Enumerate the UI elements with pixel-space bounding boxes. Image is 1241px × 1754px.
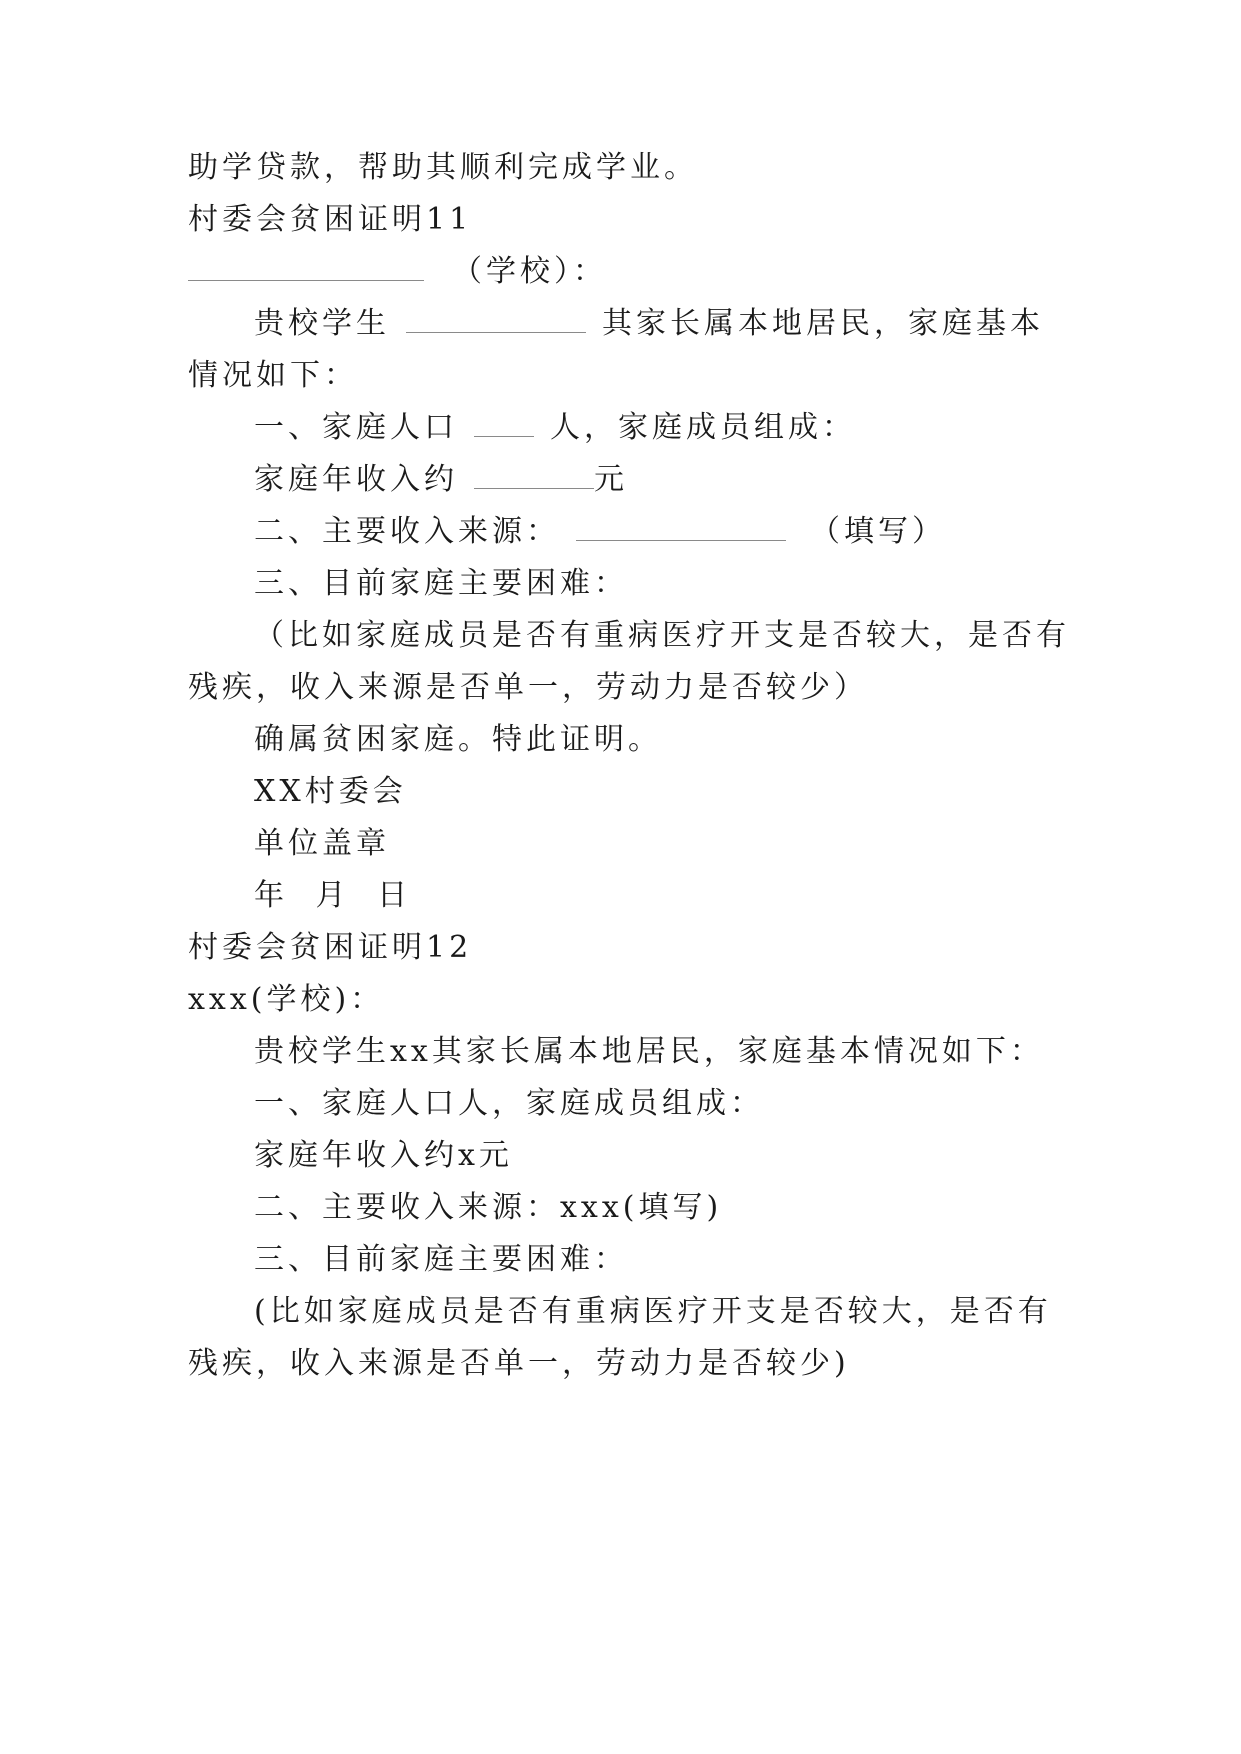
paragraph-line: 情况如下： — [188, 358, 358, 393]
student-name-blank — [406, 304, 586, 333]
income-suffix: 元 — [594, 462, 628, 497]
household-size-prefix: 一、家庭人口 — [254, 410, 458, 445]
school-address-line — [188, 252, 1068, 292]
paragraph-line: 家庭年收入约x元 — [254, 1138, 513, 1173]
seal-line: 单位盖章 — [254, 826, 390, 861]
household-size-suffix: 人，家庭成员组成： — [550, 410, 856, 445]
income-source-blank — [576, 512, 786, 541]
school-name-blank — [188, 252, 424, 281]
paragraph-line: 贵校学生xx其家长属本地居民，家庭基本情况如下： — [254, 1034, 1044, 1069]
income-source-suffix: （填写） — [810, 514, 946, 549]
income-prefix: 家庭年收入约 — [254, 462, 458, 497]
income-source-prefix: 二、主要收入来源： — [254, 514, 560, 549]
income-source-line — [254, 512, 1134, 552]
student-line — [254, 304, 1134, 344]
paragraph-line: 一、家庭人口人，家庭成员组成： — [254, 1086, 764, 1121]
paragraph-line: 二、主要收入来源：xxx(填写) — [254, 1190, 723, 1225]
date-line: 年 月 日 — [254, 878, 412, 913]
paragraph-line: 残疾，收入来源是否单一，劳动力是否较少） — [188, 670, 868, 705]
paragraph-line: 确属贫困家庭。特此证明。 — [254, 722, 662, 757]
paragraph-line: 三、目前家庭主要困难： — [254, 1242, 628, 1277]
section-title-12: 村委会贫困证明12 — [188, 930, 473, 965]
school-address-line: xxx(学校)： — [188, 982, 385, 1017]
paragraph-line: (比如家庭成员是否有重病医疗开支是否较大，是否有 — [254, 1294, 1052, 1329]
student-line-prefix: 贵校学生 — [254, 306, 390, 341]
income-line — [254, 460, 1134, 500]
school-address-suffix: （学校）： — [452, 254, 607, 289]
household-size-line — [254, 408, 1134, 448]
paragraph-line: 残疾，收入来源是否单一，劳动力是否较少) — [188, 1346, 850, 1381]
income-blank — [474, 460, 594, 489]
household-size-blank — [474, 408, 534, 437]
village-committee-name: XX村委会 — [254, 774, 407, 809]
student-line-suffix: 其家长属本地居民，家庭基本 — [602, 306, 1044, 341]
paragraph-line: （比如家庭成员是否有重病医疗开支是否较大，是否有 — [254, 618, 1070, 653]
paragraph-line: 三、目前家庭主要困难： — [254, 566, 628, 601]
section-title-11: 村委会贫困证明11 — [188, 202, 473, 237]
paragraph-line: 助学贷款，帮助其顺利完成学业。 — [188, 150, 698, 185]
